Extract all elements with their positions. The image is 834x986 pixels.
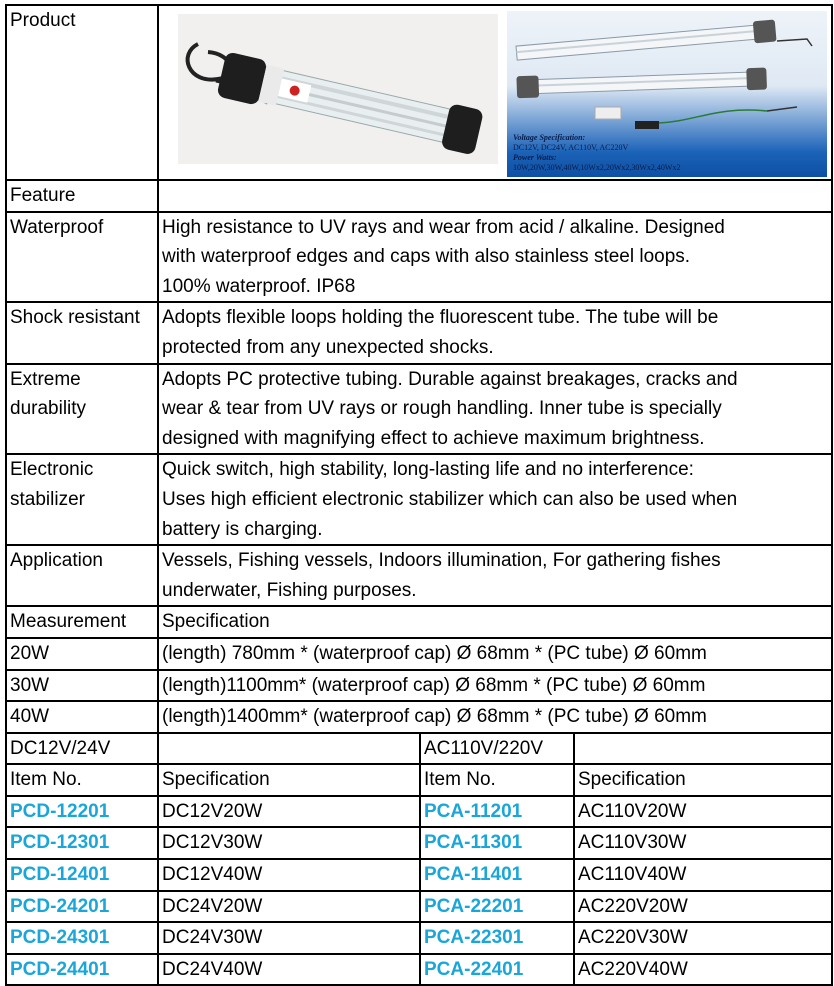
feature-description-line: Vessels, Fishing vessels, Indoors illumination, For gathering fishes [162,550,721,572]
dc-item-spec: DC12V30W [158,827,420,859]
ac-item-spec: AC220V40W [574,954,832,986]
feature-name-line: durability [10,398,87,420]
feature-description [158,454,832,545]
ac-item-code: PCA-11401 [420,859,574,891]
ac-group-label: AC110V/220V [420,733,574,765]
feature-description-line: Adopts flexible loops holding the fluorescent tube. The tube will be [162,307,719,329]
voltage-values: DC12V, DC24V, AC110V, AC220V [513,143,629,152]
feature-name [6,364,158,455]
feature-name-line: Electronic [10,459,94,481]
measurement-heading: Measurement [6,606,158,638]
measurement-wattage: 40W [6,701,158,733]
feature-name-line: Application [10,550,103,572]
measurement-spec: (length) 780mm * (waterproof cap) Ø 68mm * (PC tube) Ø 60mm [158,638,832,670]
ac-item-code: PCA-11201 [420,796,574,828]
dc-item-spec: DC12V40W [158,859,420,891]
dc-item-code: PCD-12201 [6,796,158,828]
feature-heading-blank [158,180,832,212]
feature-name-line: Shock resistant [10,307,140,329]
watts-values: 10W,20W,30W,40W,10Wx2,20Wx2,30Wx2,40Wx2 [513,163,681,172]
measurement-wattage: 30W [6,670,158,702]
model-row [6,796,832,828]
ac-item-spec: AC110V40W [574,859,832,891]
spec-table [5,4,833,986]
feature-description-line: designed with magnifying effect to achieve maximum brightness. [162,427,705,449]
measurement-spec-heading: Specification [158,606,832,638]
measurement-spec: (length)1400mm* (waterproof cap) Ø 68mm * (PC tube) Ø 60mm [158,701,832,733]
feature-description-line: battery is charging. [162,518,323,540]
dc-group-label: DC12V/24V [6,733,158,765]
dc-item-spec: DC12V20W [158,796,420,828]
feature-row [6,364,832,455]
feature-row [6,212,832,303]
feature-name [6,212,158,303]
feature-description-line: Uses high efficient electronic stabilizer which can also be used when [162,488,738,510]
model-row [6,891,832,923]
dc-item-spec: DC24V20W [158,891,420,923]
dc-spec-header: Specification [158,764,420,796]
feature-row [6,302,832,363]
feature-name-line: Extreme [10,368,81,390]
feature-description-line: 100% waterproof. IP68 [162,275,356,297]
ac-item-spec: AC110V20W [574,796,832,828]
product-row [6,5,832,180]
measurement-row [6,638,832,670]
voltage-heading: Voltage Specification: [513,133,586,142]
dc-item-spec: DC24V40W [158,954,420,986]
model-row [6,954,832,986]
ac-item-code: PCA-11301 [420,827,574,859]
dc-item-spec: DC24V30W [158,922,420,954]
feature-description-line: Adopts PC protective tubing. Durable against breakages, cracks and [162,368,738,390]
feature-rows [6,212,832,607]
feature-name [6,302,158,363]
feature-heading: Feature [6,180,158,212]
feature-description [158,212,832,303]
feature-description [158,302,832,363]
feature-description-line: with waterproof edges and caps with also stainless steel loops. [162,246,691,268]
feature-description [158,545,832,606]
feature-description-line: Quick switch, high stability, long-lasting life and no interference: [162,459,694,481]
feature-description [158,364,832,455]
dc-item-code: PCD-12301 [6,827,158,859]
photo-caption [513,133,813,173]
dc-item-code: PCD-24201 [6,891,158,923]
feature-name [6,545,158,606]
dc-item-code: PCD-12401 [6,859,158,891]
measurement-row [6,701,832,733]
model-row [6,922,832,954]
watts-heading: Power Watts: [513,153,557,162]
voltage-group-row [6,733,832,765]
dc-group-blank [158,733,420,765]
ac-item-code: PCA-22401 [420,954,574,986]
measurement-heading-row [6,606,832,638]
ac-item-spec: AC110V30W [574,827,832,859]
measurement-row [6,670,832,702]
ac-item-code: PCA-22301 [420,922,574,954]
ac-group-blank [574,733,832,765]
feature-row [6,545,832,606]
ac-spec-header: Specification [574,764,832,796]
feature-name [6,454,158,545]
uv-tube-photo [178,14,498,164]
feature-description-line: underwater, Fishing purposes. [162,579,417,601]
feature-description-line: High resistance to UV rays and wear from acid / alkaline. Designed [162,216,725,238]
measurement-spec: (length)1100mm* (waterproof cap) Ø 68mm * (PC tube) Ø 60mm [158,670,832,702]
spec-sheet [5,4,831,980]
product-label: Product [6,5,158,180]
dc-item-code: PCD-24301 [6,922,158,954]
ac-item-header: Item No. [420,764,574,796]
ac-item-spec: AC220V20W [574,891,832,923]
ac-item-spec: AC220V30W [574,922,832,954]
feature-description-line: protected from any unexpected shocks. [162,336,494,358]
feature-heading-row [6,180,832,212]
ac-item-code: PCA-22201 [420,891,574,923]
uv-tube-variants-photo [507,11,827,177]
feature-row [6,454,832,545]
model-header-row [6,764,832,796]
model-row [6,827,832,859]
feature-name-line: Waterproof [10,216,104,238]
measurement-wattage: 20W [6,638,158,670]
feature-name-line: stabilizer [10,488,85,510]
model-rows [6,796,832,986]
product-photo-cell [158,5,832,180]
measurement-rows [6,638,832,733]
dc-item-code: PCD-24401 [6,954,158,986]
dc-item-header: Item No. [6,764,158,796]
feature-description-line: wear & tear from UV rays or rough handling. Inner tube is specially [162,398,722,420]
model-row [6,859,832,891]
